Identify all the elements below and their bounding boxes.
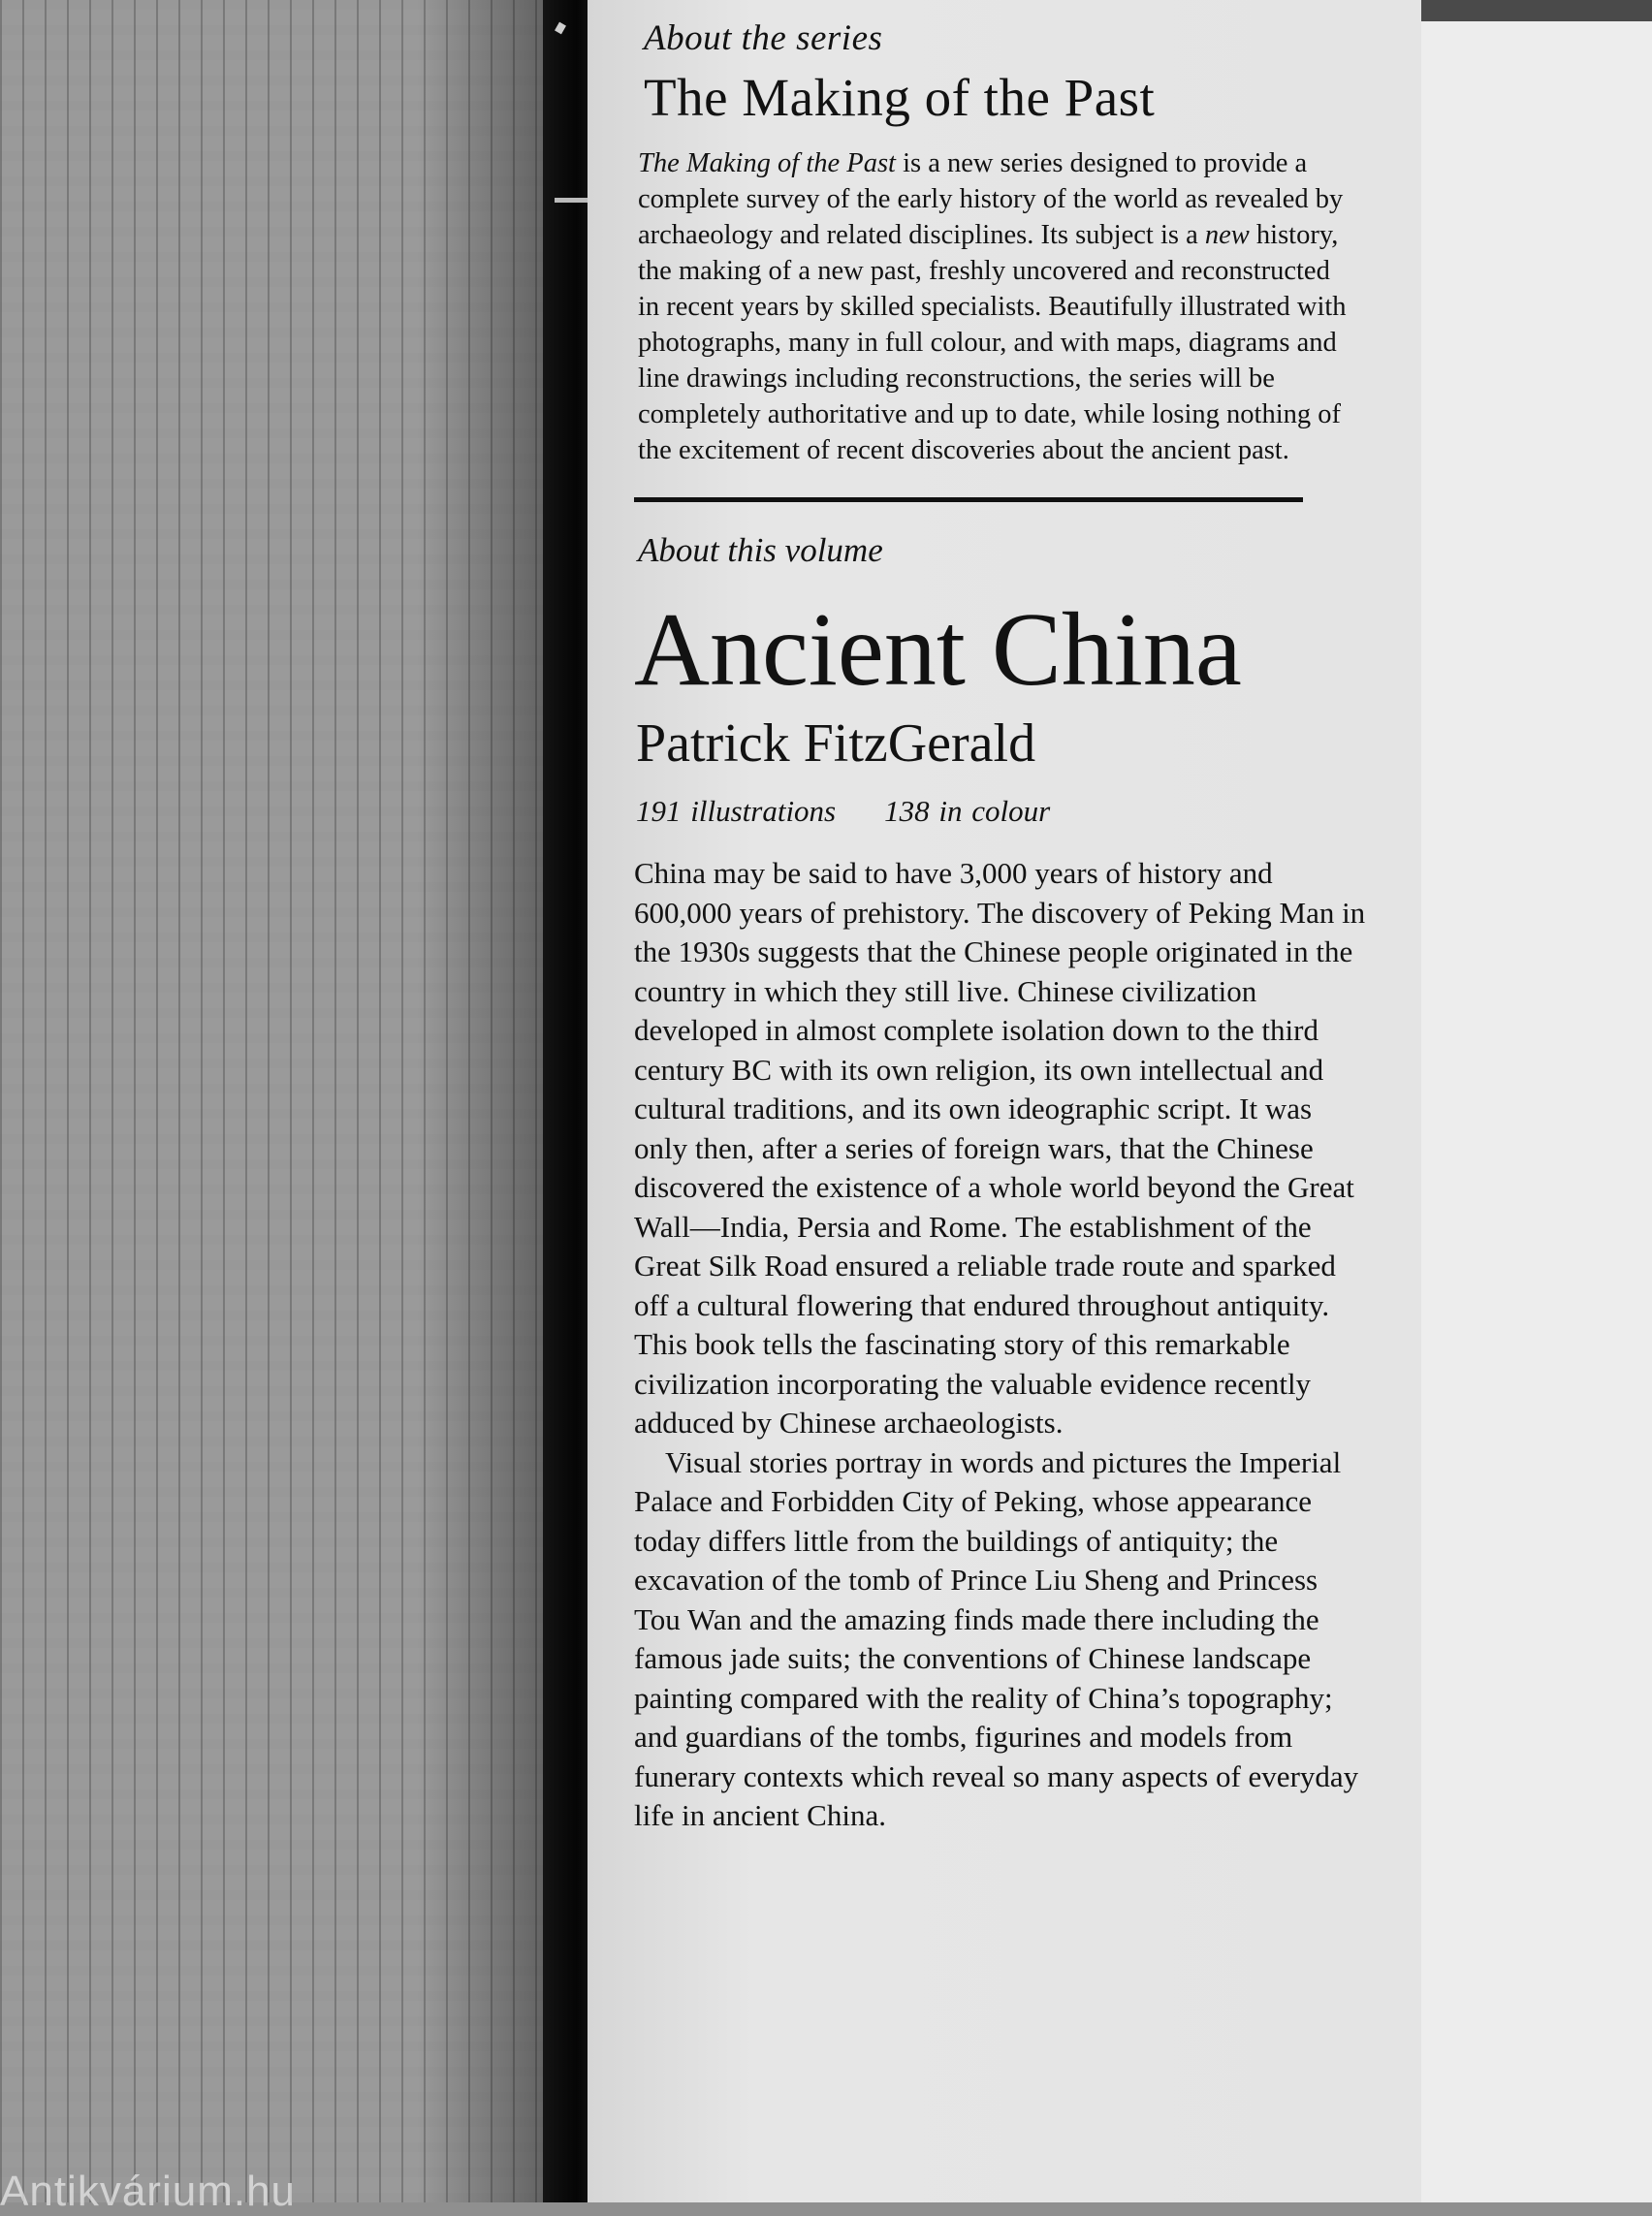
volume-paragraph-1: China may be said to have 3,000 years of history and 600,000 years of prehistory. The discovery of Peking Man in the 1930s suggests that the Chinese people originated in the country in which they still live. Chinese civilization developed in almost complete isolation down to the third century BC with its own religion, its own intellectual and cultural traditions, and its own ideographic script. It was only then, after a series of foreign wars, that the Chinese discovered the existence of a whole world beyond the Great Wall—India, Persia and Rome. The establishment of the Great Silk Road ensured a reliable trade route and sparked off a cultural flowering that endured throughout antiquity. This book tells the fascinating story of this remarkable civilization incorporating the valuable evidence recently adduced by Chinese archaeologists. (634, 856, 1366, 1440)
series-text-part-2: history, the making of a new past, freshly uncovered and reconstructed in recent years by skilled specialists. Beautifully illustrated with photographs, many in full colour, and with maps, diagrams and line drawings including reconstructions, the series will be completely authoritative and up to date, while losing nothing of the excitement of recent discoveries about the ancient past. (638, 220, 1347, 465)
spine-nick (555, 22, 566, 35)
author-name: Patrick FitzGerald (636, 713, 1036, 775)
series-kicker: About the series (644, 18, 883, 58)
watermark: Antikvárium.hu (0, 2168, 297, 2215)
series-name-italic: The Making of the Past (638, 148, 896, 178)
illustrations-count: 191 illustrations (636, 794, 837, 829)
right-page (1421, 0, 1652, 2202)
flap-content (634, 17, 1371, 1836)
series-description (638, 145, 1355, 468)
series-title: The Making of the Past (644, 68, 1156, 127)
illustration-counts (636, 794, 1371, 829)
volume-kicker: About this volume (638, 531, 883, 569)
volume-paragraph-2: Visual stories portray in words and pictures the Imperial Palace and Forbidden City of Peking, whose appearance today differs little from the buildings of antiquity; the excavation of the tomb of Prince Liu Sheng and Princess Tou Wan and the amazing finds made there including the famous jade suits; the conventions of Chinese landscape painting compared with the reality of China’s topography; and guardians of the tombs, figurines and models from funerary contexts which reveal so many aspects of everyday life in ancient China. (634, 1444, 1359, 1833)
series-text-part-1: is a new series designed to provide a complete survey of the early history of the world as revealed by archaeology and related disciplines. Its subject is a (638, 148, 1344, 250)
top-strip (1421, 0, 1652, 21)
endpaper-shadow (417, 0, 543, 2202)
volume-title: Ancient China (634, 592, 1242, 708)
volume-description (634, 854, 1371, 1836)
section-divider (634, 497, 1303, 502)
series-emphasis-new: new (1204, 220, 1250, 250)
colour-count: 138 in colour (884, 794, 1051, 829)
